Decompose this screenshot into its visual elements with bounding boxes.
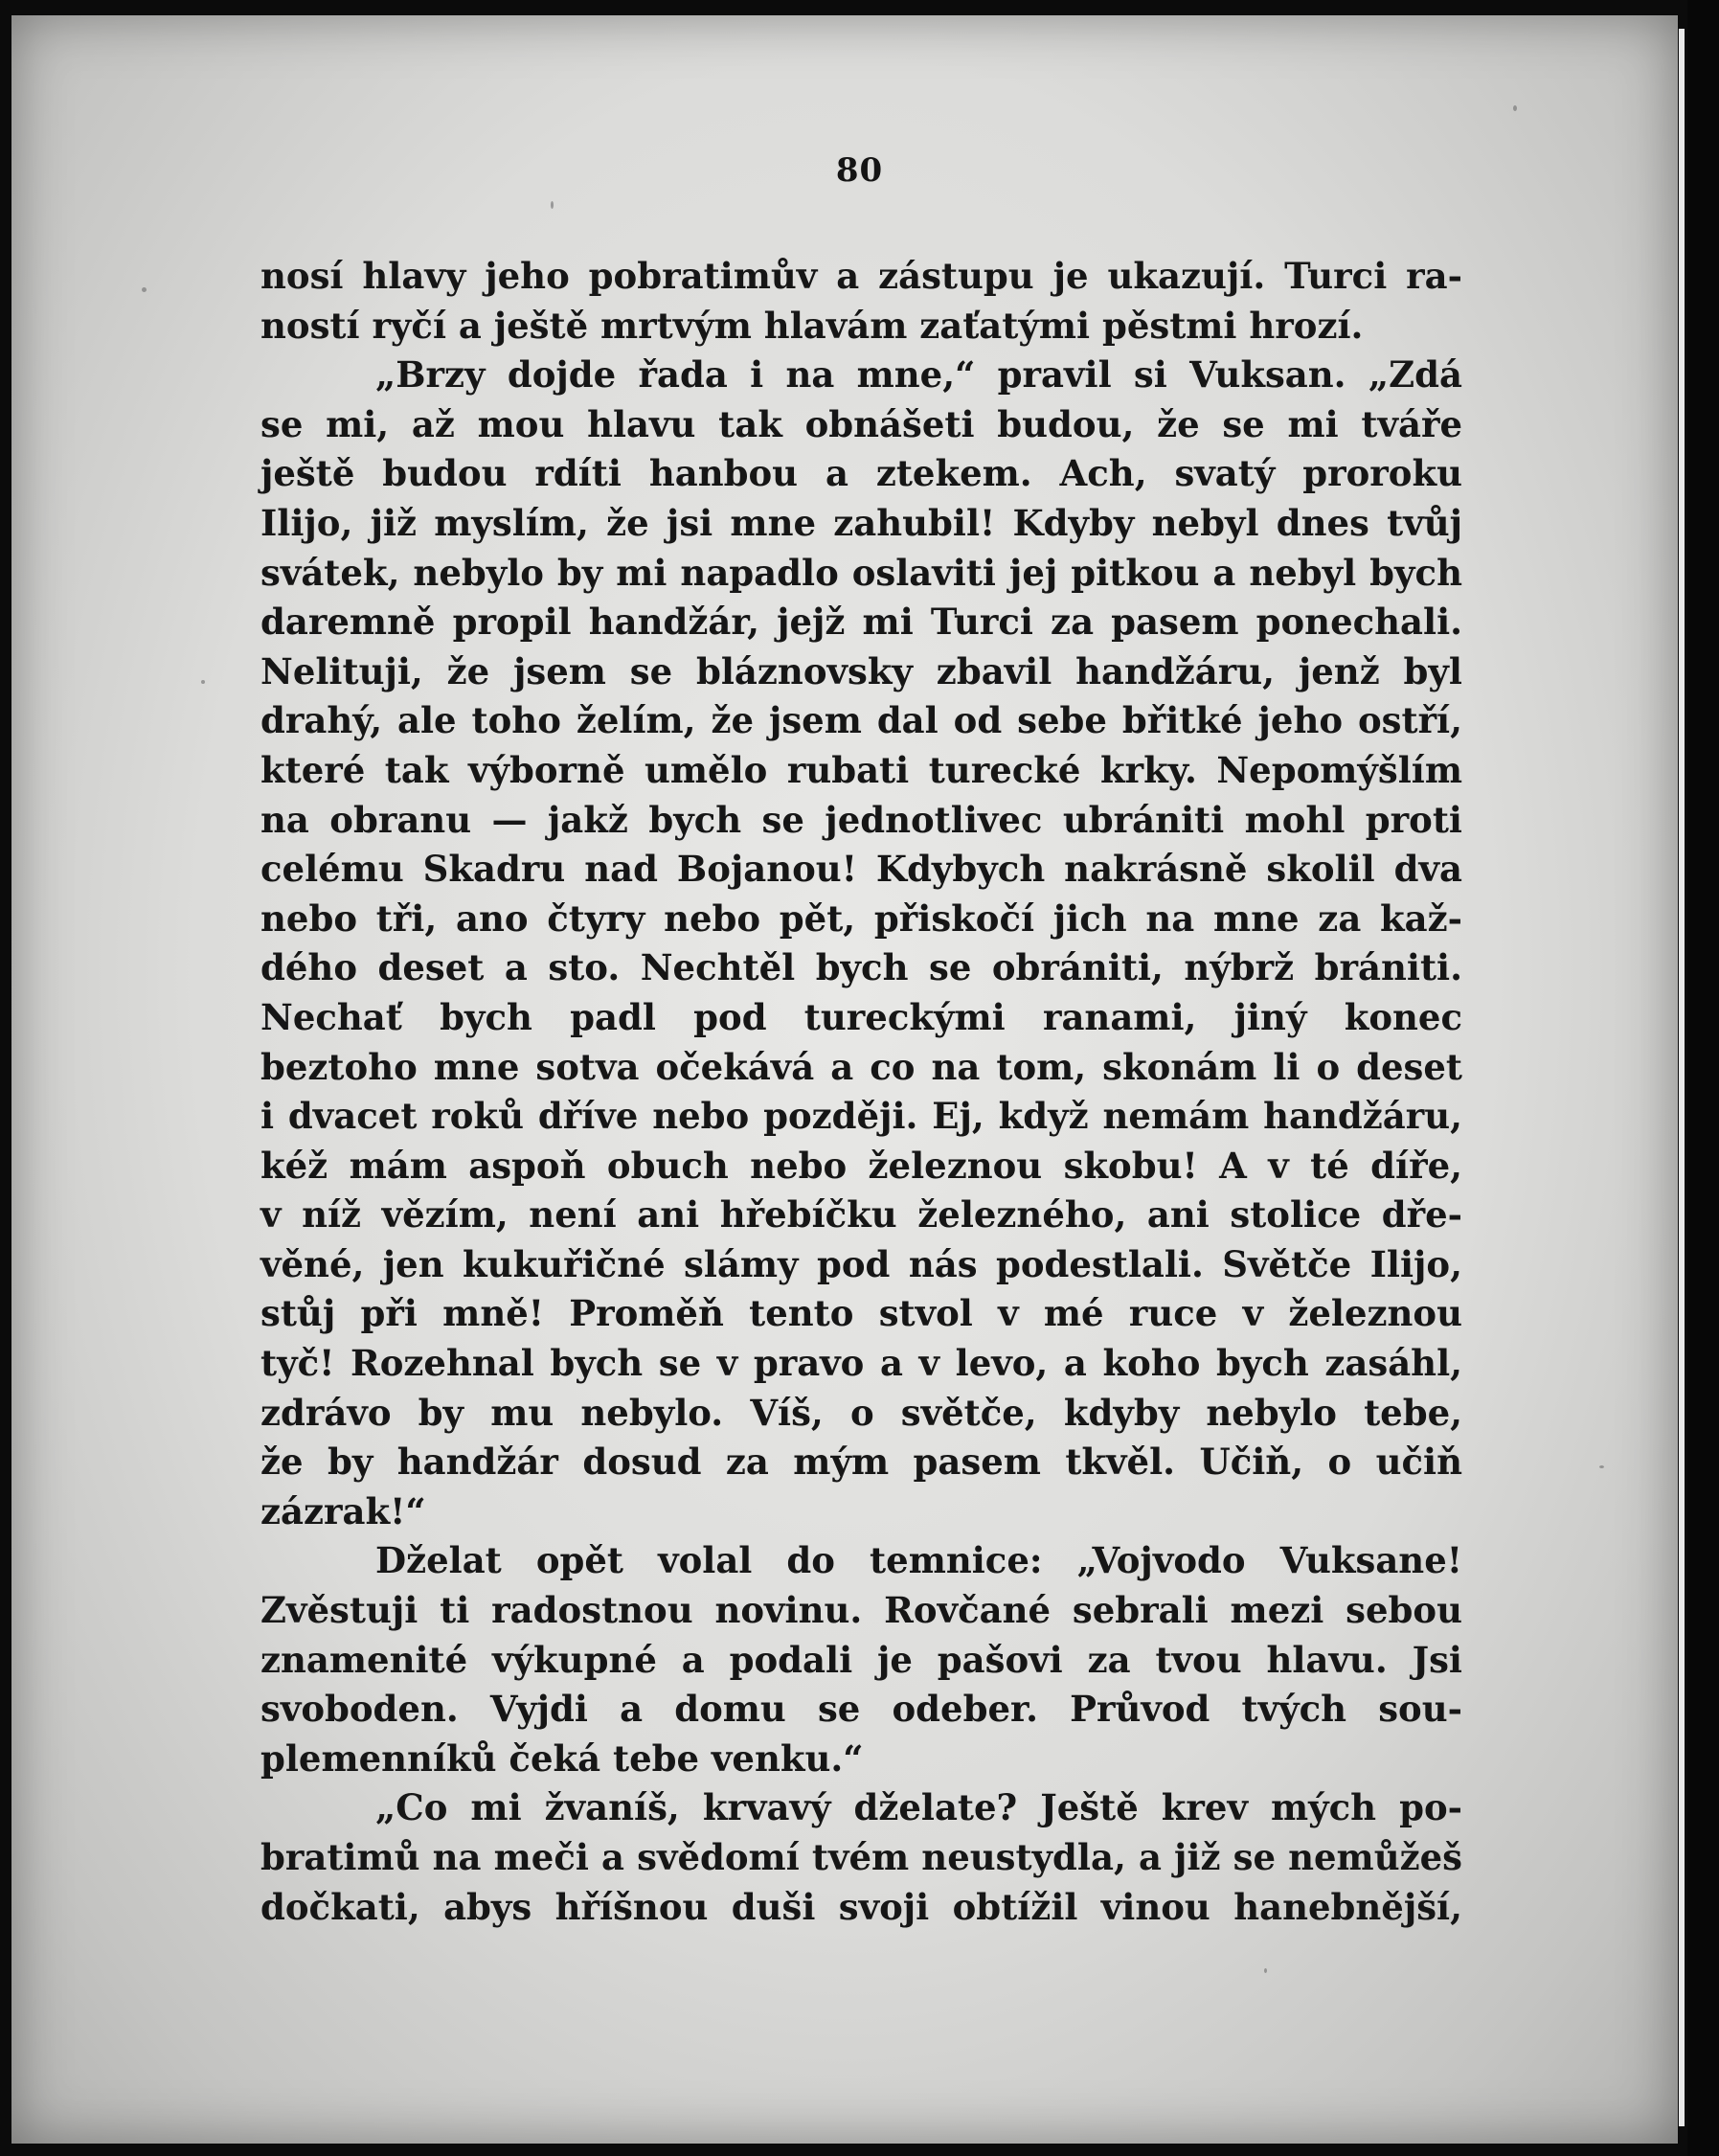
text-line: svoboden. Vyjdi a domu se odeber. Průvod tvých sou- <box>260 1688 1462 1731</box>
page-edge-line <box>1679 29 1685 2126</box>
text-line: Zvěstuji ti radostnou novinu. Rovčané sebrali mezi sebou <box>260 1589 1462 1632</box>
text-line: na obranu — jakž bych se jednotlivec ubrániti mohl proti <box>260 798 1462 841</box>
scan-border-right <box>1687 0 1719 2156</box>
text-line: Ilijo, již myslím, že jsi mne zahubil! Kdyby nebyl dnes tvůj <box>260 501 1462 544</box>
text-line: v níž vězím, není ani hřebíčku železného, ani stolice dře- <box>260 1193 1462 1237</box>
text-line: které tak výborně umělo rubati turecké krky. Nepomýšlím <box>260 748 1462 791</box>
scan-speck <box>551 201 554 209</box>
text-line: drahý, ale toho želím, že jsem dal od sebe břitké jeho ostří, <box>260 699 1462 742</box>
scan-speck <box>1513 105 1517 111</box>
text-line: bratimů na meči a svědomí tvém neustydla, a již se nemůžeš <box>260 1836 1462 1878</box>
text-line: „Brzy dojde řada i na mne,“ pravil si Vuksan. „Zdá <box>375 353 1462 397</box>
text-line: i dvacet roků dříve nebo později. Ej, když nemám handžáru, <box>260 1095 1462 1138</box>
text-line: zdrávo by mu nebylo. Víš, o světče, kdyby nebylo tebe, <box>260 1391 1462 1434</box>
text-line: ještě budou rdíti hanbou a ztekem. Ach, svatý proroku <box>260 452 1462 495</box>
text-line: daremně propil handžár, jejž mi Turci za pasem ponechali. <box>260 601 1462 644</box>
page-body-text <box>260 252 1462 1932</box>
scan-speck <box>142 287 147 292</box>
text-line: dého deset a sto. Nechtěl bych se obrániti, nýbrž brániti. <box>260 946 1462 989</box>
text-line: věné, jen kukuřičné slámy pod nás podestlali. Světče Ilijo, <box>260 1242 1462 1285</box>
scan-speck <box>201 680 205 684</box>
text-line: plemenníků čeká tebe venku.“ <box>260 1736 864 1780</box>
text-line: nebo tři, ano čtyry nebo pět, přiskočí jich na mne za kaž- <box>260 896 1462 940</box>
text-line: beztoho mne sotva očekává a co na tom, skonám li o deset <box>260 1045 1462 1088</box>
text-line: zázrak!“ <box>260 1489 426 1532</box>
page-number: 80 <box>835 151 884 190</box>
text-line: se mi, až mou hlavu tak obnášeti budou, že se mi tváře <box>260 402 1462 445</box>
text-line: znamenité výkupné a podali je pašovi za tvou hlavu. Jsi <box>260 1638 1462 1681</box>
text-line: svátek, nebylo by mi napadlo oslaviti jej pitkou a nebyl bych <box>260 551 1462 594</box>
text-line: ností ryčí a ještě mrtvým hlavám zaťatými pěstmi hrozí. <box>260 304 1364 347</box>
text-line: že by handžár dosud za mým pasem tkvěl. Učiň, o učiň <box>260 1441 1462 1484</box>
scan-speck <box>1264 1968 1267 1973</box>
text-line: Nelituji, že jsem se bláznovsky zbavil handžáru, jenž byl <box>260 649 1462 692</box>
text-line: dočkati, abys hříšnou duši svoji obtížil vinou hanebnější, <box>260 1885 1462 1928</box>
text-line: Dželat opět volal do temnice: „Vojvodo Vuksane! <box>375 1539 1462 1582</box>
text-line: Nechať bych padl pod tureckými ranami, jiný konec <box>260 995 1462 1038</box>
text-line: stůj při mně! Proměň tento stvol v mé ruce v železnou <box>260 1292 1462 1335</box>
text-line: kéž mám aspoň obuch nebo železnou skobu! A v té díře, <box>260 1144 1462 1187</box>
text-line: celému Skadru nad Bojanou! Kdybych nakrásně skolil dva <box>260 848 1462 891</box>
text-line: nosí hlavy jeho pobratimův a zástupu je ukazují. Turci ra- <box>260 255 1462 297</box>
text-line: „Co mi žvaníš, krvavý dželate? Ještě krev mých po- <box>375 1786 1462 1829</box>
text-line: tyč! Rozehnal bych se v pravo a v levo, a koho bych zasáhl, <box>260 1342 1462 1385</box>
scan-speck <box>1599 1465 1604 1468</box>
